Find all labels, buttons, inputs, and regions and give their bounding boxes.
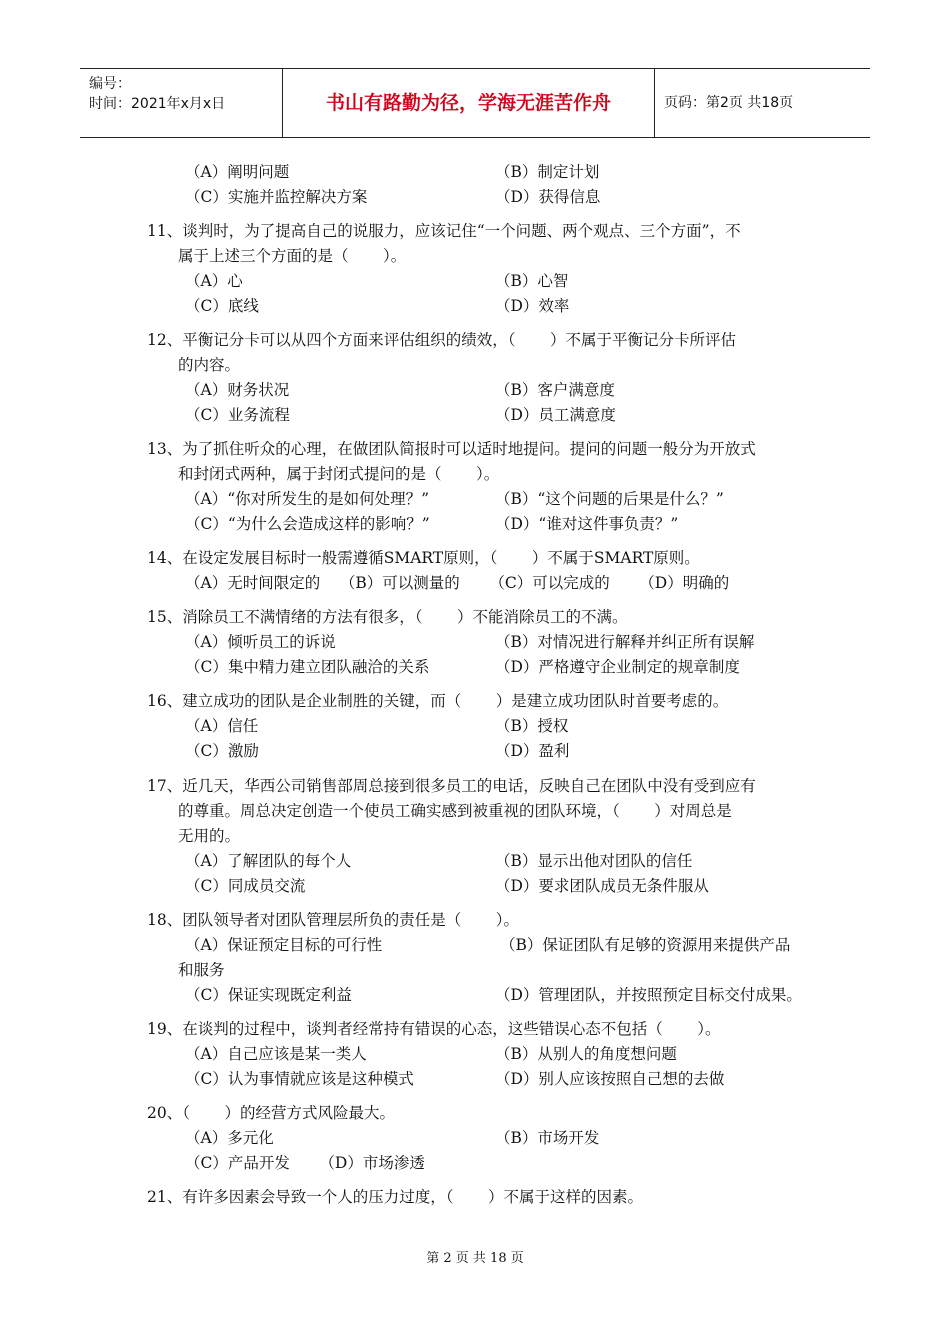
- text-line: （B）市场开发: [495, 1129, 600, 1147]
- text-line: （A）无时间限定的 （B）可以测量的 （C）可以完成的 （D）明确的: [185, 574, 730, 592]
- text-line: （A）多元化: [185, 1129, 274, 1147]
- text-line: （B）授权: [495, 717, 569, 735]
- text-line: （A）阐明问题: [185, 163, 290, 181]
- text-line: （A）自己应该是某一类人: [185, 1045, 367, 1063]
- text-line: （A）了解团队的每个人: [185, 852, 352, 870]
- text-line: （B）从别人的角度想问题: [495, 1045, 677, 1063]
- text-line: 19、在谈判的过程中，谈判者经常持有错误的心态，这些错误心态不包括（ ）。: [147, 1020, 721, 1038]
- text-line: 14、在设定发展目标时一般需遵循SMART原则，（ ）不属于SMART原则。: [147, 549, 700, 567]
- text-line: （D）“谁对这件事负责？”: [495, 515, 679, 533]
- text-line: 的尊重。周总决定创造一个使员工确实感到被重视的团队环境，（ ）对周总是: [178, 802, 732, 820]
- text-line: 的内容。: [178, 356, 241, 374]
- text-line: （B）显示出他对团队的信任: [495, 852, 693, 870]
- text-line: （C）“为什么会造成这样的影响？”: [185, 515, 430, 533]
- text-line: 属于上述三个方面的是（ ）。: [178, 247, 407, 265]
- text-line: （A）倾听员工的诉说: [185, 633, 336, 651]
- text-line: （A）心: [185, 272, 243, 290]
- text-line: （D）要求团队成员无条件服从: [495, 877, 709, 895]
- text-line: （A）“你对所发生的是如何处理？”: [185, 490, 430, 508]
- text-line: 21、有许多因素会导致一个人的压力过度，（ ）不属于这样的因素。: [147, 1188, 643, 1206]
- text-line: （B）保证团队有足够的资源用来提供产品: [500, 936, 791, 954]
- text-line: （C）底线: [185, 297, 259, 315]
- text-line: 和封闭式两种，属于封闭式提问的是（ ）。: [178, 465, 500, 483]
- text-line: （D）员工满意度: [495, 406, 616, 424]
- text-line: （C）集中精力建立团队融洽的关系: [185, 658, 430, 676]
- text-line: （D）效率: [495, 297, 570, 315]
- text-line: 13、为了抓住听众的心理，在做团队简报时可以适时地提问。提问的问题一般分为开放式: [147, 440, 756, 458]
- text-line: （C）实施并监控解决方案: [185, 188, 368, 206]
- text-line: 11、谈判时，为了提高自己的说服力，应该记住“一个问题、两个观点、三个方面”，不: [147, 222, 741, 240]
- document-time-label: 时间：2021年x月x日: [89, 96, 226, 112]
- text-line: 18、团队领导者对团队管理层所负的责任是（ ）。: [147, 911, 519, 929]
- text-line: 17、近几天，华西公司销售部周总接到很多员工的电话，反映自己在团队中没有受到应有: [147, 777, 756, 795]
- text-line: 20、（ ）的经营方式风险最大。: [147, 1104, 395, 1122]
- text-line: （B）客户满意度: [495, 381, 615, 399]
- text-line: （B）心智: [495, 272, 569, 290]
- header-page-code: 页码：第2页 共18页: [664, 95, 794, 111]
- text-line: 和服务: [178, 961, 225, 979]
- text-line: 无用的。: [178, 827, 241, 845]
- text-line: （A）财务状况: [185, 381, 290, 399]
- text-line: （D）获得信息: [495, 188, 601, 206]
- text-line: （C）同成员交流: [185, 877, 306, 895]
- text-line: （C）产品开发 （D）市场渗透: [185, 1154, 425, 1172]
- text-line: （C）激励: [185, 742, 259, 760]
- text-line: （D）盈利: [495, 742, 570, 760]
- document-number-label: 编号：: [89, 76, 131, 92]
- text-line: 16、建立成功的团队是企业制胜的关键，而（ ）是建立成功团队时首要考虑的。: [147, 692, 729, 710]
- text-line: （B）“这个问题的后果是什么？”: [495, 490, 724, 508]
- text-line: 15、消除员工不满情绪的方法有很多，（ ）不能消除员工的不满。: [147, 608, 628, 626]
- text-line: （C）保证实现既定利益: [185, 986, 352, 1004]
- text-line: 12、平衡记分卡可以从四个方面来评估组织的绩效，（ ）不属于平衡记分卡所评估: [147, 331, 736, 349]
- page-header: [80, 68, 870, 138]
- text-line: （A）保证预定目标的可行性: [185, 936, 383, 954]
- page-footer: 第 2 页 共 18 页: [426, 1251, 524, 1266]
- text-line: （B）制定计划: [495, 163, 600, 181]
- text-line: （D）严格遵守企业制定的规章制度: [495, 658, 740, 676]
- header-meta-cell: [80, 69, 283, 137]
- text-line: （D）管理团队，并按照预定目标交付成果。: [495, 986, 802, 1004]
- text-line: （C）认为事情就应该是这种模式: [185, 1070, 414, 1088]
- text-line: （B）对情况进行解释并纠正所有误解: [495, 633, 755, 651]
- text-line: （C）业务流程: [185, 406, 290, 424]
- text-line: （D）别人应该按照自己想的去做: [495, 1070, 725, 1088]
- header-motto: 书山有路勤为径，学海无涯苦作舟: [283, 69, 655, 137]
- text-line: （A）信任: [185, 717, 259, 735]
